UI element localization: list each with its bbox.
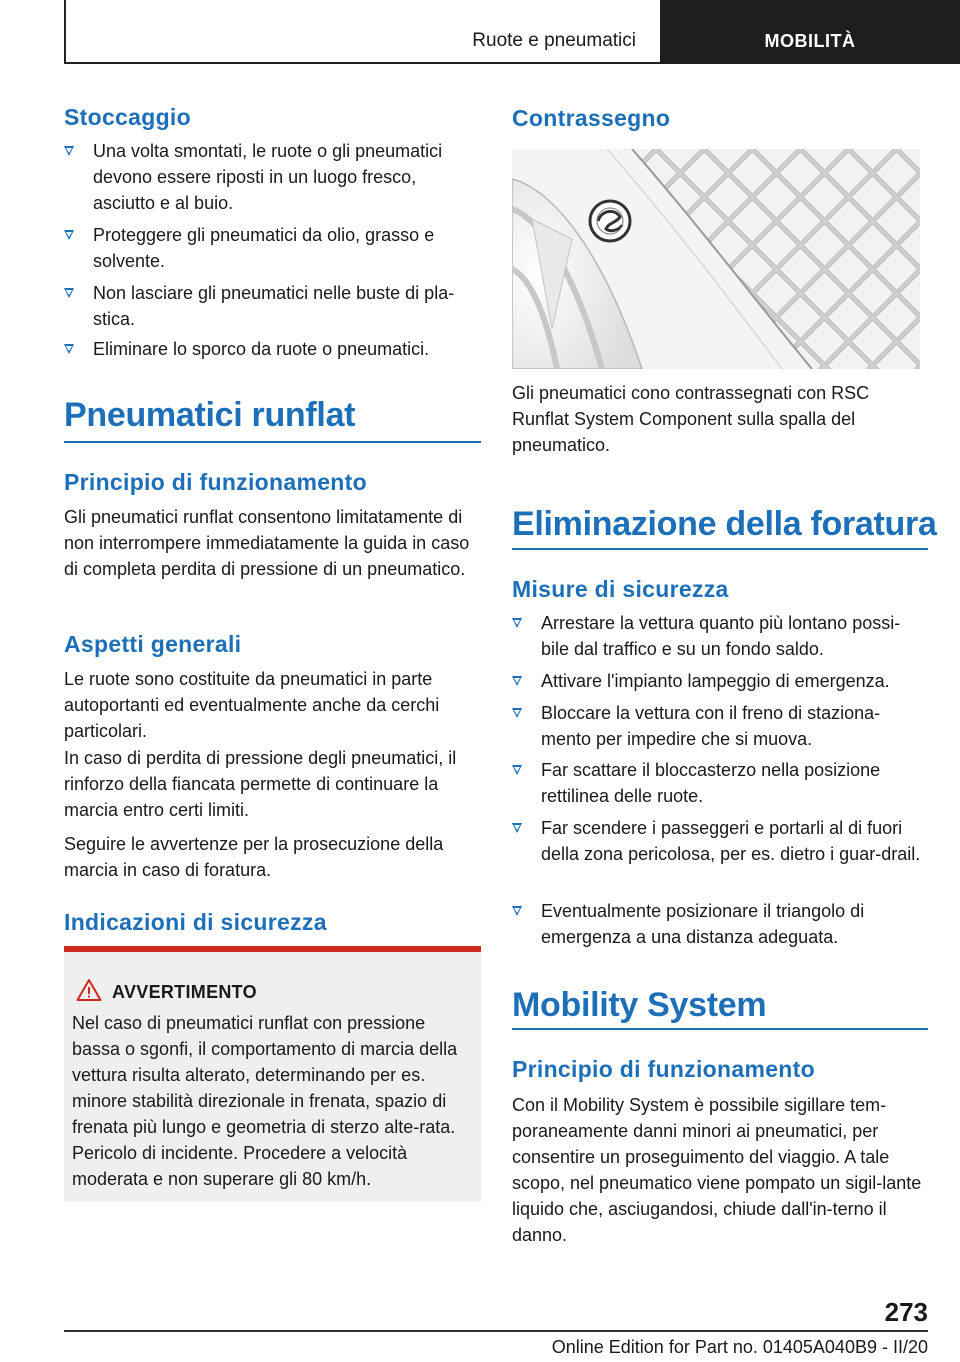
mobility-heading: Mobility System <box>512 986 767 1024</box>
bullet-triangle-icon <box>512 823 522 833</box>
list-item: Proteggere gli pneumatici da olio, grasso e solvente. <box>64 222 481 274</box>
contrassegno-heading: Contrassegno <box>512 105 671 131</box>
section-rule <box>64 441 481 443</box>
page-number: 273 <box>884 1297 928 1327</box>
tire-image <box>512 149 920 369</box>
list-item: Non lasciare gli pneumatici nelle buste di pla-stica. <box>64 280 481 332</box>
bullet-triangle-icon <box>64 288 74 298</box>
principio-heading: Principio di funzionamento <box>64 469 367 495</box>
list-item: Far scendere i passeggeri e portarli al di fuori della zona pericolosa, per es. dietro i guar-drail. <box>512 815 928 867</box>
mobility-principio-heading: Principio di funzionamento <box>512 1056 815 1082</box>
list-item: Attivare l'impianto lampeggio di emergenza. <box>512 668 928 694</box>
warning-title: AVVERTIMENTO <box>112 982 257 1002</box>
header-chapter-tab: MOBILITÀ <box>660 0 960 64</box>
warning-text: Nel caso di pneumatici runflat con pressione bassa o sgonfi, il comportamento di marcia della vettura risulta alterato, determinando per es. minore stabilità direzionale in frenata, spazio di frenata più lungo e geometria di sterzo alte-rata. Pericolo di incidente. Procedere a velocità moderata e non superare gli 80 km/h. <box>72 1013 458 1189</box>
bullet-triangle-icon <box>64 344 74 354</box>
contrassegno-text: Gli pneumatici cono contrassegnati con RSC Runflat System Component sulla spalla del pneumatico. <box>512 383 870 455</box>
tire-sidewall-illustration <box>512 149 920 369</box>
bullet-triangle-icon <box>512 676 522 686</box>
aspetti-heading: Aspetti generali <box>64 631 242 657</box>
aspetti-text-2: In caso di perdita di pressione degli pneumatici, il rinforzo della fiancata permette di continuare la marcia entro certi limiti. <box>64 748 457 820</box>
header-bottom-rule <box>64 62 660 64</box>
bullet-triangle-icon <box>512 618 522 628</box>
aspetti-text-3: Seguire le avvertenze per la prosecuzione della marcia in caso di foratura. <box>64 834 444 880</box>
footer-edition: Online Edition for Part no. 01405A040B9 - II/20 <box>551 1337 928 1357</box>
misure-heading: Misure di sicurezza <box>512 576 729 602</box>
sicurezza-heading: Indicazioni di sicurezza <box>64 909 327 935</box>
bullet-triangle-icon <box>512 906 522 916</box>
warning-box <box>64 946 481 1202</box>
warning-triangle-icon <box>76 978 102 1002</box>
list-item: Bloccare la vettura con il freno di staziona-mento per impedire che si muova. <box>512 700 928 752</box>
section-rule <box>512 548 928 550</box>
list-item: Eliminare lo sporco da ruote o pneumatici. <box>64 336 481 362</box>
bullet-triangle-icon <box>64 230 74 240</box>
stoccaggio-heading: Stoccaggio <box>64 104 191 130</box>
list-item: Eventualmente posizionare il triangolo di emergenza a una distanza adeguata. <box>512 898 928 950</box>
list-item: Arrestare la vettura quanto più lontano possi-bile dal traffico e su un fondo saldo. <box>512 610 928 662</box>
section-rule <box>512 1028 928 1030</box>
list-item: Far scattare il bloccasterzo nella posizione rettilinea delle ruote. <box>512 757 928 809</box>
runflat-heading: Pneumatici runflat <box>64 396 356 434</box>
aspetti-text-1: Le ruote sono costituite da pneumatici in parte autoportanti ed eventualmente anche da cerchi particolari. <box>64 669 440 741</box>
bullet-triangle-icon <box>512 765 522 775</box>
list-item: Una volta smontati, le ruote o gli pneumatici devono essere riposti in un luogo fresco, asciutto e al buio. <box>64 138 481 216</box>
bullet-triangle-icon <box>64 146 74 156</box>
mobility-text: Con il Mobility System è possibile sigillare tem-poraneamente danni minori ai pneumatici, per consentire un proseguimento del viaggio. A tale scopo, nel pneumatico viene pompato un sigil-lante liquido che, asciugandosi, chiude dall'in-terno il danno. <box>512 1095 922 1245</box>
header-section-title: Ruote e pneumatici <box>472 30 636 51</box>
bullet-triangle-icon <box>512 708 522 718</box>
principio-text: Gli pneumatici runflat consentono limitatamente di non interrompere immediatamente la guida in caso di completa perdita di pressione di un pneumatico. <box>64 507 470 579</box>
foratura-heading: Eliminazione della foratura <box>512 505 937 543</box>
